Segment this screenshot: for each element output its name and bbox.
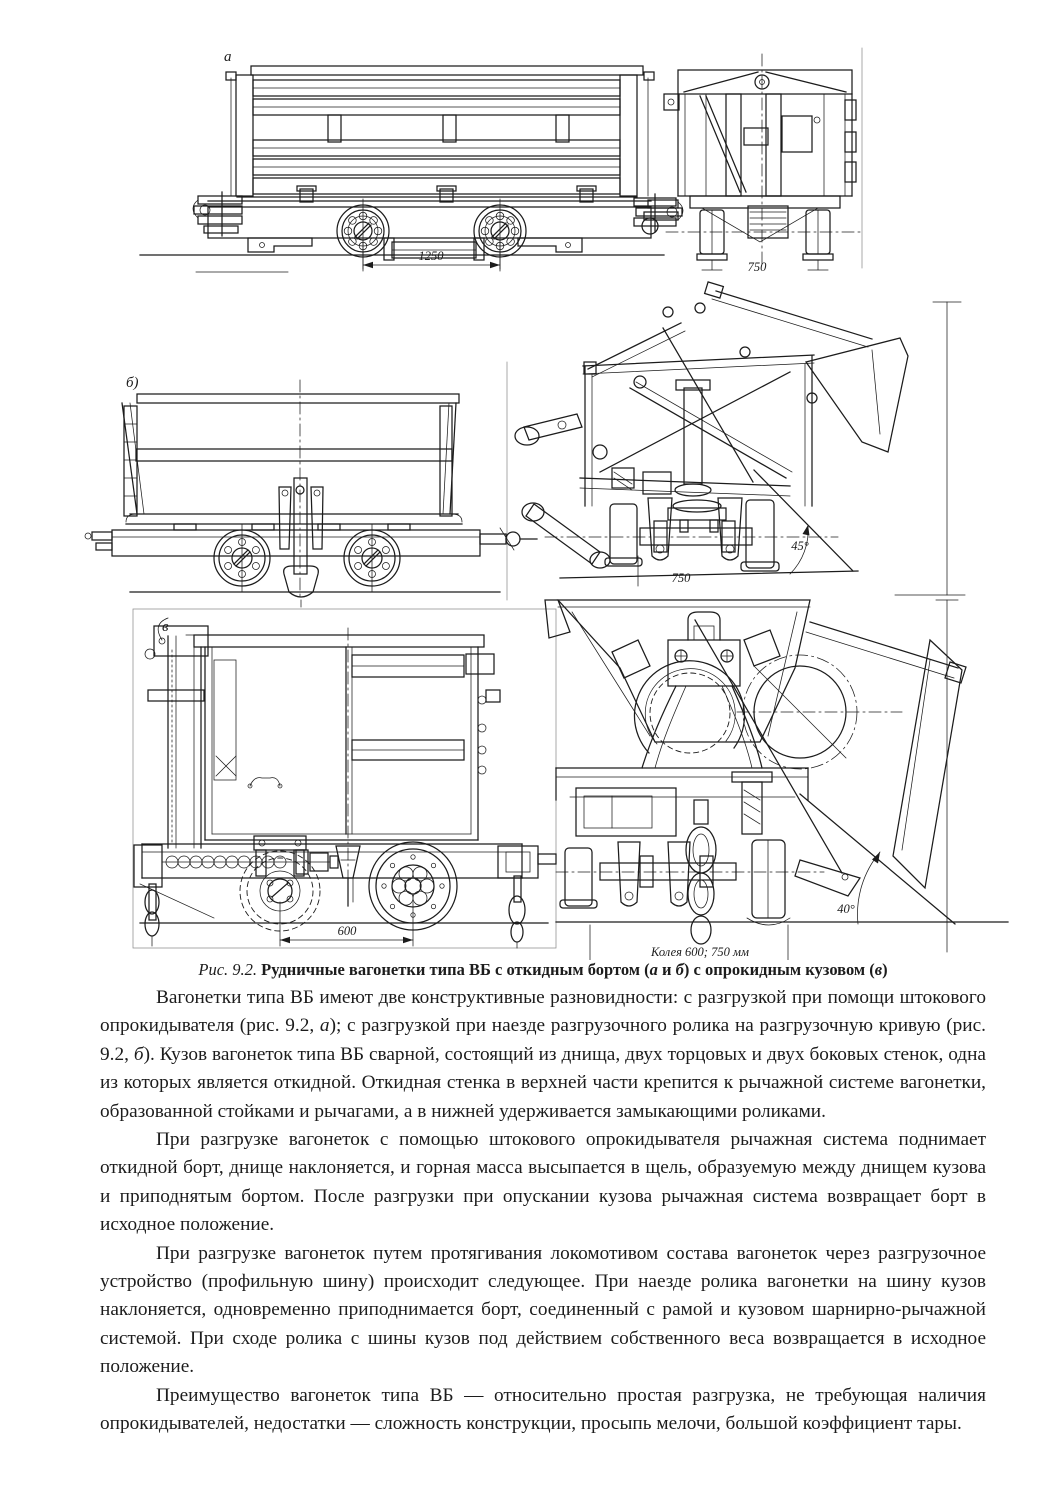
paragraph-2: При разгрузке вагонеток с помощью штокового опрокидывателя рычажная система поднимает откидной борт, днище наклоняется, и горная масса высыпается в щель, образуемую между днищем кузова и приподнятым бортом. После разгрузки при опускании кузова рычажная система возвращает борт в исходное положение. <box>100 1129 986 1236</box>
text-block <box>100 958 986 1439</box>
angle-40: 40° <box>837 902 855 916</box>
caption-text: Рудничные вагонетки типа ВБ с откидным бортом ( <box>257 960 650 979</box>
paragraph-1: Вагонетки типа ВБ имеют две конструктивные разновидности: с разгрузкой при помощи штокового опрокидывателя (рис. 9.2, а); с разгрузкой при наезде разгрузочного ролика на разгрузочную кривую (рис. 9.2, б). Кузов вагонеток типа ВБ сварной, состоящий из днища, двух торцовых и двух боковых стенок, одна из которых является откидной. Откидная стенка в верхней части крепится к рычажной системе вагонетки, образованной стойками и рычагами, а в нижней удерживается замыкающими роликами. <box>100 987 987 1122</box>
gauge-note: Колея 600; 750 мм <box>651 945 749 959</box>
caption-figure-number: Рис. 9.2. <box>198 960 258 979</box>
view-label-b: б) <box>126 375 139 391</box>
angle-45: 45° <box>791 539 809 553</box>
dim-wheelbase-v: 600 <box>337 924 357 938</box>
dim-gauge-a: 750 <box>747 260 767 274</box>
figure-a-side-view <box>140 49 683 272</box>
figure-v-end-view-tilted <box>545 600 1008 960</box>
dim-gauge-b: 750 <box>671 571 691 585</box>
figure-v-side-view <box>133 609 556 948</box>
view-label-a: а <box>224 49 232 65</box>
figure-b-end-view-tilted <box>515 282 965 595</box>
dim-wheelbase-a: 1250 <box>418 249 444 263</box>
view-label-v: в <box>162 619 169 635</box>
paragraph-3: При разгрузке вагонеток путем протягивания локомотивом состава вагонеток через разгрузочное устройство (профильную шину) происходит следующее. При наезде ролика вагонетки на шину кузов наклоняется, одновременно приподнимается борт, соединенный с рамой и кузовом шарнирно-рычажной системой. При сходе ролика с шины кузов под действием собственного веса возвращается в исходное положение. <box>100 1242 986 1378</box>
figure-caption: Рис. 9.2. Рудничные вагонетки типа ВБ с откидным бортом (а и б) с опрокидным кузовом (в) <box>198 960 888 979</box>
figure-b-side-view <box>85 362 537 607</box>
figure-a-end-view <box>642 48 862 274</box>
paragraph-4: Преимущество вагонеток типа ВБ — относительно простая разгрузка, не требующая наличия опрокидывателей, недостатки — сложность конструкции, просыпь мелочи, большой коэффициент тары. <box>100 1384 986 1435</box>
